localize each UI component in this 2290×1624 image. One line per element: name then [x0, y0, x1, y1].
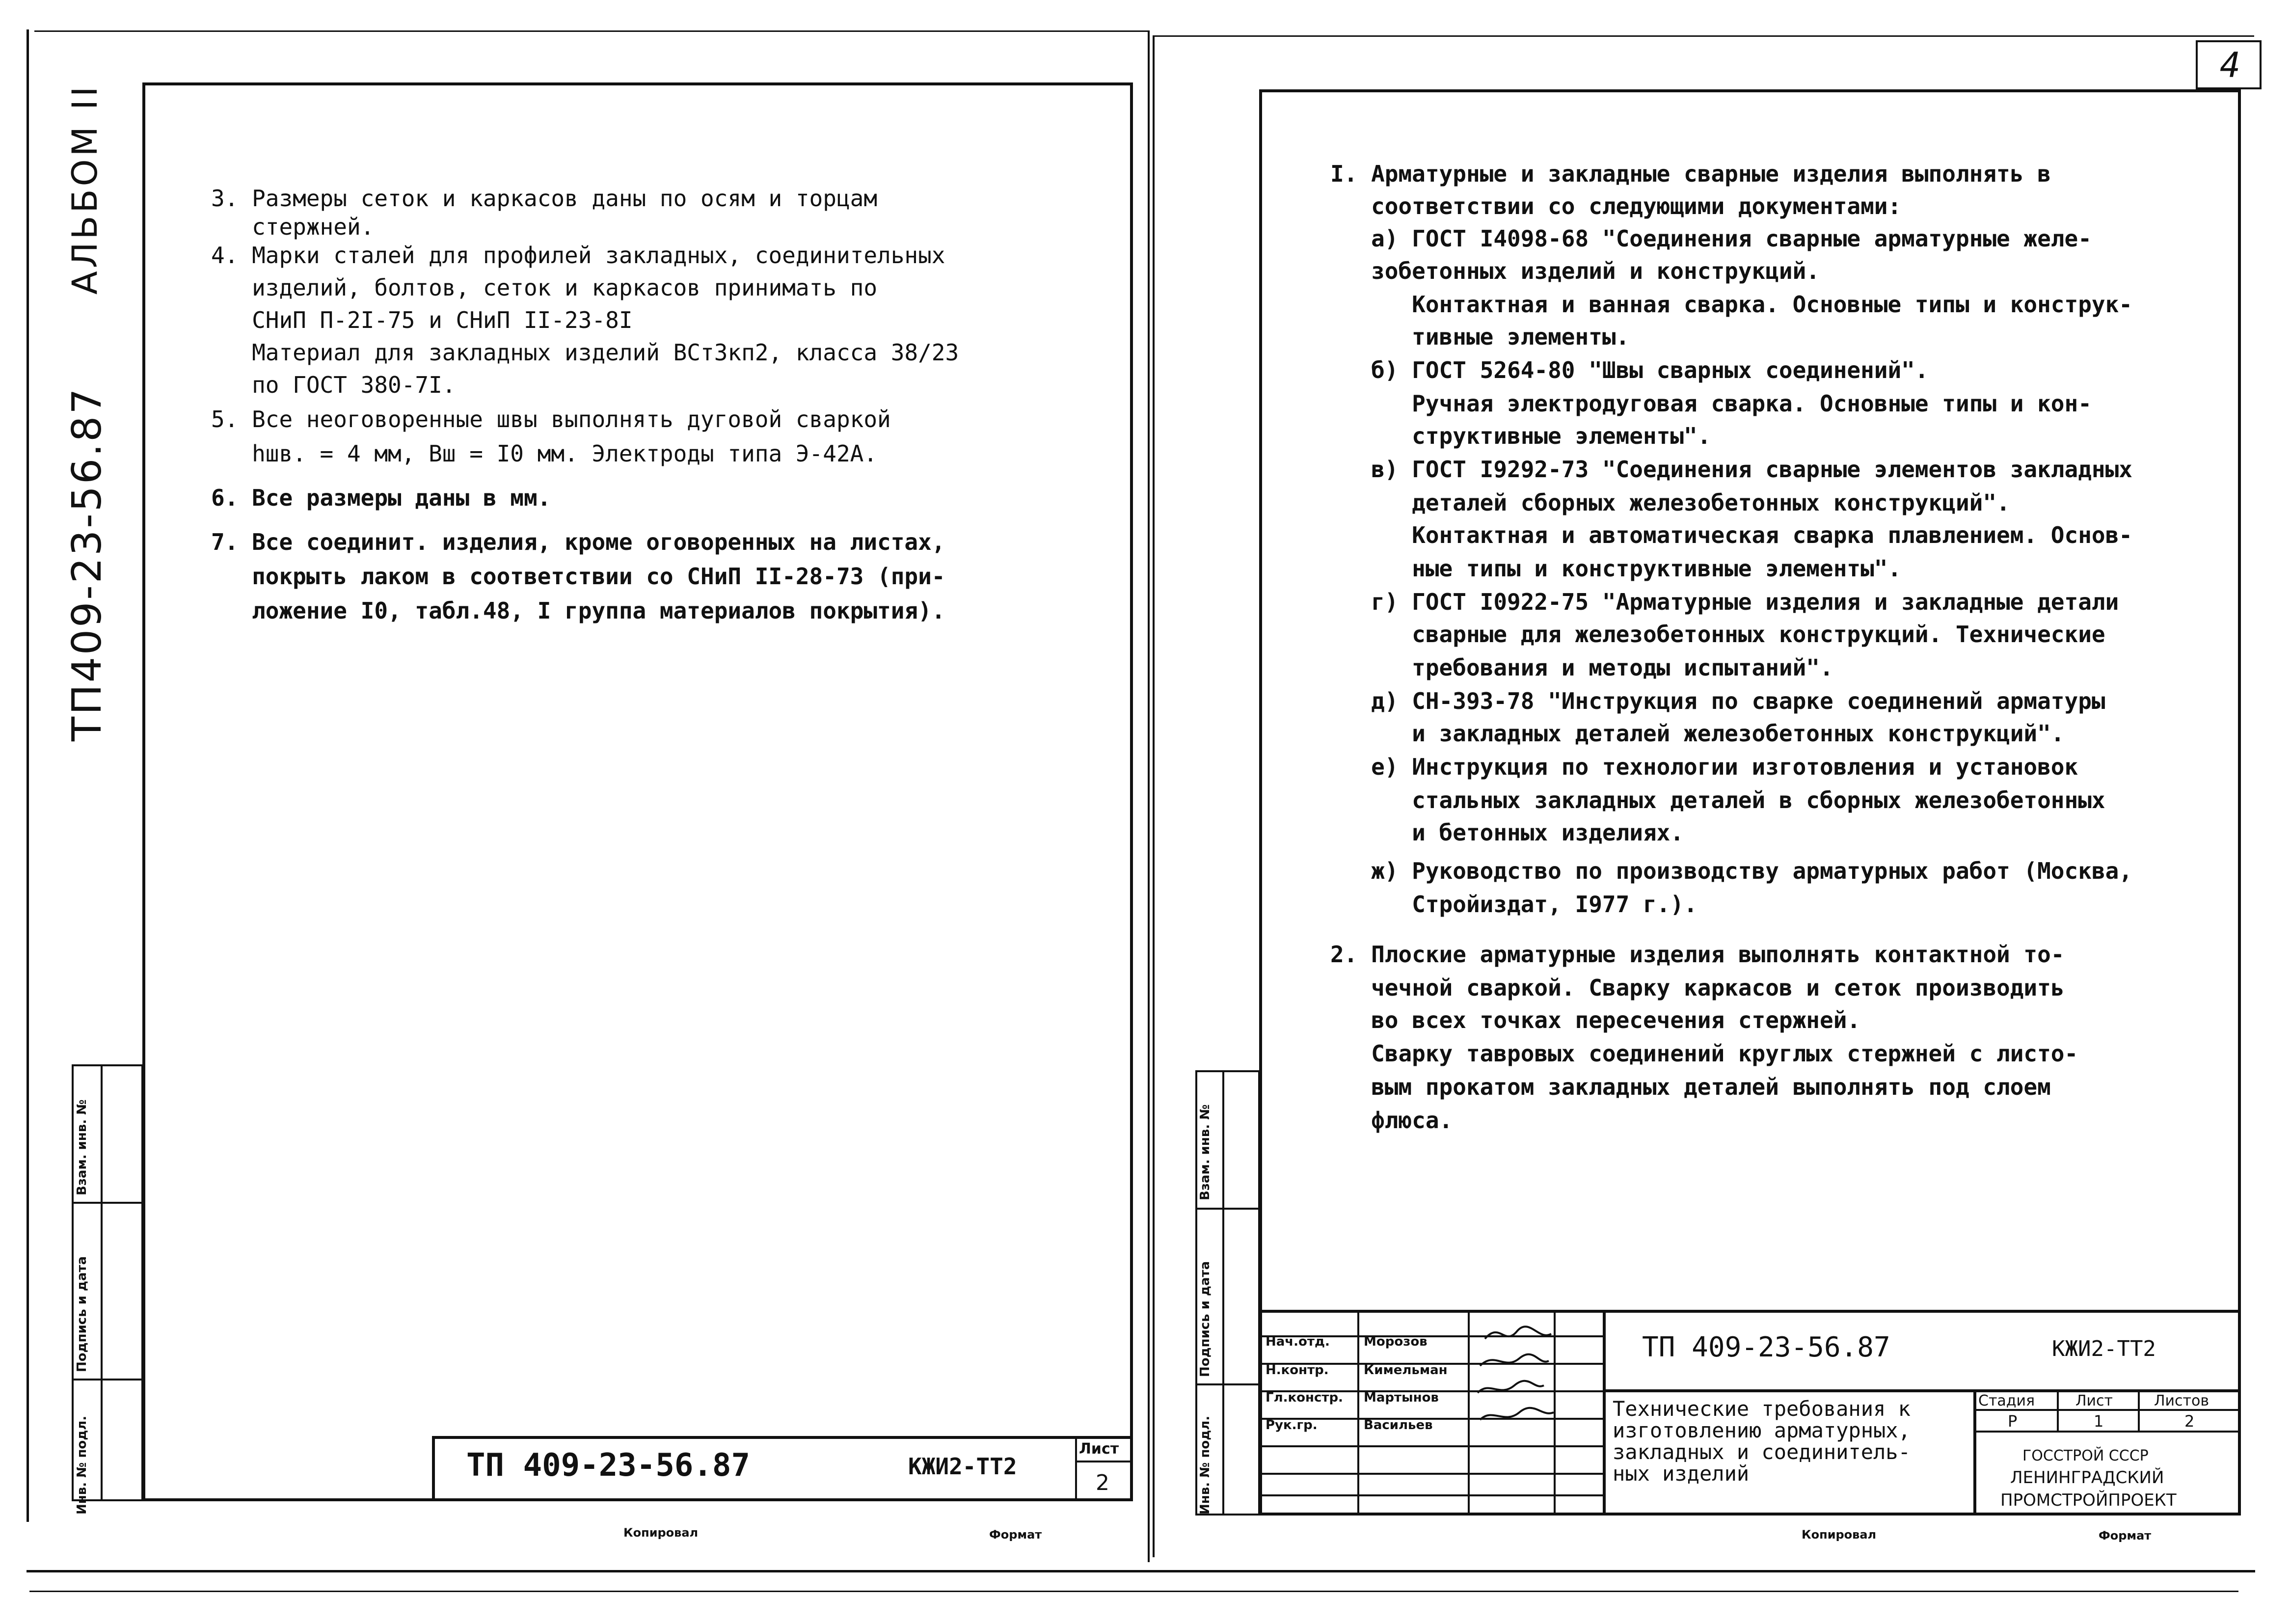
- req-line: вым прокатом закладных деталей выполнять под слоем: [1330, 1074, 2051, 1100]
- title-block-top: [1259, 1310, 2241, 1313]
- left-outer-edge: [27, 29, 29, 1522]
- req-line: I. Арматурные и закладные сварные изделия выполнять в: [1330, 161, 2051, 187]
- left-sheet-label: Лист: [1079, 1440, 1119, 1458]
- req-line: и бетонных изделиях.: [1330, 819, 1684, 846]
- note-line: по ГОСТ 380-7I.: [211, 372, 456, 398]
- req-line: Сварку тавровых соединений круглых стержней с листо-: [1330, 1040, 2078, 1067]
- page-number: 4: [2220, 45, 2241, 85]
- note-line: 3. Размеры сеток и каркасов даны по осям и торцам: [211, 185, 878, 212]
- stage-value: Р: [2008, 1412, 2018, 1431]
- left-stamp-signature: Подпись и дата: [75, 1256, 89, 1372]
- bottom-edge-line: [29, 1591, 2238, 1592]
- req-line: б) ГОСТ 5264-80 "Швы сварных соединений".: [1330, 357, 1929, 383]
- right-stamp-signature: Подпись и дата: [1198, 1261, 1212, 1377]
- doc-description: [1613, 1398, 1911, 1485]
- right-doc-mark: КЖИ2-ТТ2: [2052, 1336, 2156, 1361]
- req-line: а) ГОСТ I4098-68 "Соединения сварные арматурные желе-: [1330, 225, 2092, 252]
- req-line: 2. Плоские арматурные изделия выполнять контактной то-: [1330, 941, 2065, 968]
- req-line: флюса.: [1330, 1107, 1453, 1134]
- left-title-block-divider: [1075, 1436, 1077, 1501]
- stage-col: [2138, 1389, 2140, 1431]
- note-line: изделий, болтов, сеток и каркасов принимать по: [211, 274, 878, 301]
- req-line: и закладных деталей железобетонных конструкций".: [1330, 720, 2065, 747]
- code-row-line: [1603, 1389, 2241, 1392]
- right-footer-format: Формат: [2099, 1529, 2152, 1543]
- role-label: Н.контр.: [1266, 1363, 1329, 1378]
- note-line: ложение I0, табл.48, I группа материалов покрытия).: [211, 597, 945, 624]
- desc-divider: [1973, 1389, 1976, 1516]
- req-line: стальных закладных деталей в сборных железобетонных: [1330, 787, 2105, 813]
- bottom-fold-line: [27, 1570, 2255, 1572]
- left-top-edge: [34, 30, 1149, 32]
- left-doc-code: ТП 409-23-56.87: [466, 1447, 750, 1484]
- req-line: требования и методы испытаний".: [1330, 654, 1833, 681]
- right-doc-code: ТП 409-23-56.87: [1642, 1331, 1890, 1363]
- note-line: hшв. = 4 мм, Вш = I0 мм. Электроды типа Э-42А.: [211, 440, 878, 467]
- req-line: деталей сборных железобетонных конструкций".: [1330, 489, 2010, 516]
- left-stamp-replaces: Взам. инв. №: [75, 1099, 89, 1195]
- left-sheet-number: 2: [1096, 1470, 1109, 1495]
- req-line: е) Инструкция по технологии изготовления и установок: [1330, 754, 2078, 780]
- req-line: Стройиздат, I977 г.).: [1330, 891, 1697, 918]
- right-stamp-inv: Инв. № подл.: [1198, 1415, 1212, 1515]
- note-line: 4. Марки сталей для профилей закладных, соединительных: [211, 242, 945, 269]
- left-side-stamp-row: [72, 1202, 143, 1204]
- role-name: Кимельман: [1364, 1363, 1448, 1378]
- req-line: ные типы и конструктивные элементы".: [1330, 555, 1902, 582]
- req-line: в) ГОСТ I9292-73 "Соединения сварные элементов закладных: [1330, 456, 2132, 483]
- note-line: покрыть лаком в соответствии со СНиП II-28-73 (при-: [211, 563, 945, 590]
- req-line: структивные элементы".: [1330, 423, 1711, 449]
- note-line: СНиП П-2I-75 и СНиП II-23-8I: [211, 307, 633, 333]
- left-footer-format: Формат: [989, 1528, 1042, 1542]
- grid-col: [1468, 1310, 1470, 1516]
- req-line: г) ГОСТ I0922-75 "Арматурные изделия и закладные детали: [1330, 589, 2119, 615]
- req-line: сварные для железобетонных конструкций. Технические: [1330, 621, 2105, 648]
- note-line: 6. Все размеры даны в мм.: [211, 485, 551, 511]
- stage-col: [2057, 1389, 2059, 1431]
- sheets-label: Листов: [2154, 1392, 2209, 1409]
- right-footer-copied: Копировал: [1802, 1528, 1877, 1542]
- org-line: ГОССТРОЙ СССР: [2022, 1447, 2149, 1464]
- org-line: ПРОМСТРОЙПРОЕКТ: [2000, 1490, 2177, 1510]
- left-side-code: ТП409-23-56.87: [64, 386, 110, 741]
- org-line: ЛЕНИНГРАДСКИЙ: [2010, 1468, 2164, 1488]
- role-label: Нач.отд.: [1266, 1334, 1330, 1349]
- stage-label: Стадия: [1978, 1392, 2035, 1409]
- req-line: ж) Руководство по производству арматурных работ (Москва,: [1330, 858, 2132, 884]
- req-line: чечной сваркой. Сварку каркасов и сеток производить: [1330, 974, 2065, 1001]
- sheet-value: 1: [2094, 1412, 2104, 1431]
- grid-row: [1259, 1473, 1603, 1475]
- role-label: Рук.гр.: [1266, 1418, 1318, 1433]
- note-line: стержней.: [211, 214, 375, 240]
- left-footer-copied: Копировал: [623, 1526, 699, 1540]
- desc-line: закладных и соединитель-: [1613, 1440, 1911, 1464]
- note-line: Материал для закладных изделий ВСт3кп2, класса 38/23: [211, 339, 959, 366]
- left-title-block-row: [1075, 1461, 1133, 1462]
- signatures-image: [1470, 1312, 1559, 1444]
- right-left-edge: [1153, 35, 1155, 1557]
- req-line: во всех точках пересечения стержней.: [1330, 1007, 1861, 1033]
- role-name: Морозов: [1364, 1334, 1428, 1349]
- note-line: 5. Все неоговоренные швы выполнять дуговой сваркой: [211, 406, 891, 433]
- grid-col: [1357, 1310, 1359, 1516]
- album-label: АЛЬБОМ II: [65, 83, 105, 295]
- req-line: д) СН-393-78 "Инструкция по сварке соединений арматуры: [1330, 688, 2105, 714]
- sheets-value: 2: [2184, 1412, 2195, 1431]
- role-name: Васильев: [1364, 1418, 1433, 1433]
- left-doc-mark: КЖИ2-ТТ2: [908, 1453, 1017, 1480]
- req-line: соответствии со следующими документами:: [1330, 193, 1902, 219]
- desc-line: ных изделий: [1613, 1462, 1750, 1486]
- grid-row: [1259, 1445, 1603, 1447]
- grid-row: [1259, 1494, 1603, 1496]
- desc-line: изготовлению арматурных,: [1613, 1418, 1911, 1442]
- right-top-edge: [1155, 35, 2254, 37]
- role-label: Гл.констр.: [1266, 1390, 1343, 1405]
- req-line: Ручная электродуговая сварка. Основные типы и кон-: [1330, 390, 2092, 417]
- stage-row-line: [1973, 1431, 2241, 1433]
- right-stamp-replaces: Взам. инв. №: [1198, 1104, 1212, 1200]
- grid-col-main: [1603, 1310, 1606, 1516]
- note-line: 7. Все соединит. изделия, кроме оговоренных на листах,: [211, 529, 945, 555]
- sheet-label: Лист: [2075, 1392, 2113, 1409]
- req-line: тивные элементы.: [1330, 324, 1630, 350]
- right-side-stamp-divider: [1222, 1070, 1224, 1516]
- left-right-edge: [1148, 30, 1150, 1562]
- right-side-stamp-row: [1195, 1208, 1260, 1210]
- role-name: Мартынов: [1364, 1390, 1439, 1405]
- req-line: Контактная и ванная сварка. Основные типы и конструк-: [1330, 291, 2132, 318]
- left-stamp-inv: Инв. № подл.: [75, 1415, 89, 1515]
- right-side-stamp-row: [1195, 1383, 1260, 1385]
- left-side-stamp-divider: [101, 1064, 103, 1501]
- left-side-stamp-row: [72, 1379, 143, 1380]
- desc-line: Технические требования к: [1613, 1397, 1911, 1421]
- req-line: зобетонных изделий и конструкций.: [1330, 258, 1820, 284]
- req-line: Контактная и автоматическая сварка плавлением. Основ-: [1330, 522, 2132, 548]
